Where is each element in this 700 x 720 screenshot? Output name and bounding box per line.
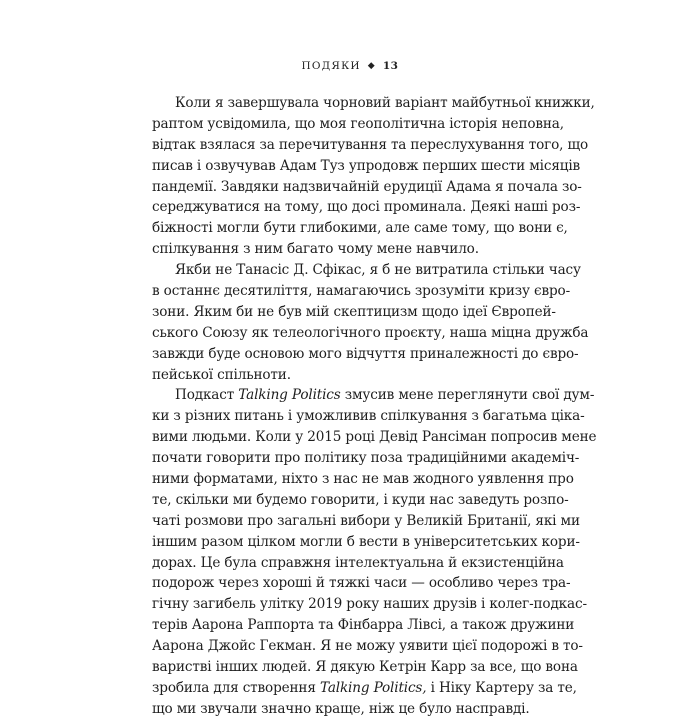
text-line: іншим разом цілком могли б вести в університетських кори- <box>152 533 580 550</box>
text-line: середжуватися на тому, що досі проминала. Деякі наші роз- <box>152 199 581 216</box>
text-line: терів Аарона Раппорта та Фінбарра Лівсі, а також дружини <box>152 617 575 634</box>
text-line: завжди буде основою мого відчуття приналежності до євро- <box>152 345 579 362</box>
text-line: вими людьми. Коли у 2015 році Девід Рансіман попросив мене <box>152 429 597 446</box>
text-line: ки з різних питань і уможливив спілкування з багатьма ціка- <box>152 408 585 425</box>
paragraph <box>152 93 595 260</box>
paragraph <box>152 385 597 719</box>
running-head <box>0 59 700 73</box>
text-line: зони. Яким би не був мій скептицизм щодо ідеї Європей- <box>152 303 556 320</box>
section-title: ПОДЯКИ <box>301 60 361 72</box>
text-segment: Подкаст <box>175 387 239 404</box>
text-line: чаті розмови про загальні вибори у Великій Британії, які ми <box>152 512 580 529</box>
diamond-separator-icon: ◆ <box>367 61 376 71</box>
text-line: відтак взялася за перечитування та переслухування того, що <box>152 136 588 153</box>
text-line: почати говорити про політику поза традиційними академіч- <box>152 450 580 467</box>
text-line: Якби не Танасіс Д. Сфікас, я б не витратила стільки часу <box>175 262 581 279</box>
text-segment: і Ніку Картеру за те, <box>426 679 577 696</box>
text-line <box>152 385 595 406</box>
text-line: спілкування з ним багато чому мене навчило. <box>152 241 479 258</box>
text-line: біжності могли бути глибокими, але саме тому, що вони є, <box>152 220 568 237</box>
text-line: те, скільки ми будемо говорити, і куди нас заведуть розпо- <box>152 491 569 508</box>
text-line: що ми звучали значно краще, ніж це було насправді. <box>152 700 530 717</box>
text-line <box>152 678 577 699</box>
text-line: пейської спільноти. <box>152 366 291 383</box>
text-line: Аарона Джойс Гекман. Я не можу уявити цієї подорожі в то- <box>152 638 583 655</box>
text-line: пандемії. Завдяки надзвичайній ерудиції Адама я почала зо- <box>152 178 582 195</box>
text-line: Коли я завершувала чорновий варіант майбутньої книжки, <box>175 95 595 111</box>
paragraph <box>152 260 589 385</box>
text-line: гічну загибель улітку 2019 року наших друзів і колег-подкас- <box>152 596 587 613</box>
text-line: раптом усвідомила, що моя геополітична історія неповна, <box>152 115 564 132</box>
text-segment: змусив мене переглянути свої дум- <box>340 387 595 404</box>
text-line: ними форматами, ніхто з нас не мав жодного уявлення про <box>152 471 574 488</box>
text-line: ського Союзу як телеологічного проєкту, наша міцна дружба <box>152 324 589 341</box>
italic-title: Talking Politics, <box>319 679 427 696</box>
text-line: варистві інших людей. Я дякую Кетрін Карр за все, що вона <box>152 659 578 676</box>
text-line: писав і озвучував Адам Туз упродовж перших шести місяців <box>152 157 581 174</box>
italic-title: Talking Politics <box>238 387 341 404</box>
page-number: 13 <box>382 60 399 72</box>
text-segment: зробила для створення <box>152 679 320 696</box>
text-line: в останнє десятиліття, намагаючись зрозуміти кризу єврo- <box>152 283 571 300</box>
body-text <box>152 93 597 720</box>
text-line: подорож через хороші й тяжкі часи — особливо через трa- <box>152 575 571 592</box>
text-line: дорах. Це була справжня інтелектуальна й екзистенційна <box>152 554 564 571</box>
